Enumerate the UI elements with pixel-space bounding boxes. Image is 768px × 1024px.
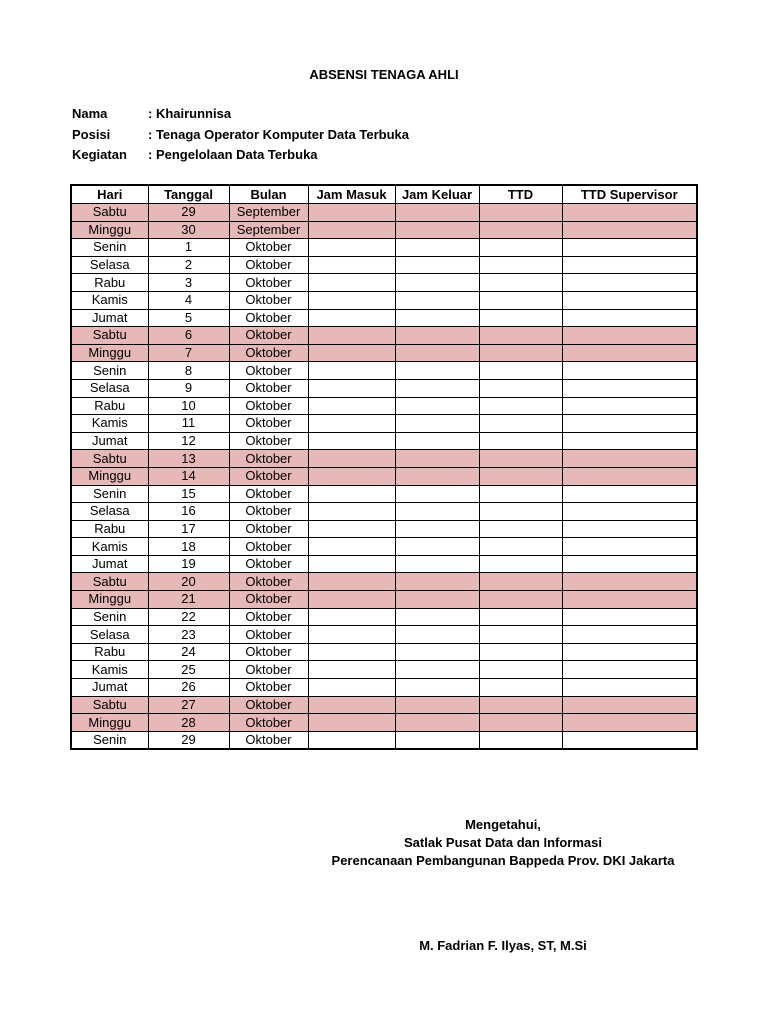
cell-hari: Selasa <box>71 626 148 644</box>
cell-hari: Jumat <box>71 432 148 450</box>
cell-ttd-supervisor[interactable] <box>562 591 697 609</box>
cell-bulan: Oktober <box>229 731 308 749</box>
signature-line-3: Perencanaan Pembangunan Bappeda Prov. DKI Jakarta <box>331 853 675 868</box>
cell-ttd-supervisor[interactable] <box>562 344 697 362</box>
cell-tanggal: 26 <box>148 679 229 697</box>
cell-tanggal: 2 <box>148 256 229 274</box>
cell-jam-masuk[interactable] <box>308 204 395 222</box>
cell-jam-keluar[interactable] <box>395 204 479 222</box>
cell-hari: Selasa <box>71 256 148 274</box>
cell-bulan: Oktober <box>229 309 308 327</box>
cell-ttd[interactable] <box>479 327 562 345</box>
cell-ttd-supervisor[interactable] <box>562 256 697 274</box>
cell-ttd-supervisor[interactable] <box>562 204 697 222</box>
table-row <box>71 309 697 327</box>
cell-hari: Senin <box>71 608 148 626</box>
cell-ttd[interactable] <box>479 679 562 697</box>
table-row <box>71 256 697 274</box>
cell-tanggal: 18 <box>148 538 229 556</box>
cell-jam-masuk[interactable] <box>308 520 395 538</box>
cell-jam-keluar[interactable] <box>395 626 479 644</box>
header-ttd-supervisor: TTD Supervisor <box>562 185 697 204</box>
cell-hari: Jumat <box>71 309 148 327</box>
cell-tanggal: 28 <box>148 714 229 732</box>
table-row <box>71 327 697 345</box>
table-row <box>71 221 697 239</box>
cell-jam-keluar[interactable] <box>395 467 479 485</box>
cell-jam-keluar[interactable] <box>395 362 479 380</box>
cell-jam-keluar[interactable] <box>395 432 479 450</box>
cell-jam-masuk[interactable] <box>308 362 395 380</box>
cell-hari: Selasa <box>71 379 148 397</box>
info-label: Nama <box>72 106 108 121</box>
cell-ttd[interactable] <box>479 538 562 556</box>
cell-bulan: Oktober <box>229 291 308 309</box>
cell-bulan: Oktober <box>229 344 308 362</box>
cell-bulan: September <box>229 204 308 222</box>
cell-tanggal: 27 <box>148 696 229 714</box>
cell-tanggal: 22 <box>148 608 229 626</box>
cell-ttd-supervisor[interactable] <box>562 626 697 644</box>
cell-hari: Senin <box>71 362 148 380</box>
cell-jam-masuk[interactable] <box>308 379 395 397</box>
cell-ttd-supervisor[interactable] <box>562 608 697 626</box>
cell-ttd[interactable] <box>479 397 562 415</box>
signature-line-2: Satlak Pusat Data dan Informasi <box>404 835 602 850</box>
cell-jam-masuk[interactable] <box>308 679 395 697</box>
cell-hari: Kamis <box>71 538 148 556</box>
cell-jam-keluar[interactable] <box>395 520 479 538</box>
cell-jam-keluar[interactable] <box>395 643 479 661</box>
header-hari: Hari <box>71 185 148 204</box>
attendance-table <box>70 184 698 750</box>
cell-jam-keluar[interactable] <box>395 344 479 362</box>
cell-jam-keluar[interactable] <box>395 415 479 433</box>
cell-jam-masuk[interactable] <box>308 415 395 433</box>
cell-jam-masuk[interactable] <box>308 291 395 309</box>
cell-bulan: Oktober <box>229 415 308 433</box>
cell-jam-keluar[interactable] <box>395 679 479 697</box>
cell-jam-masuk[interactable] <box>308 274 395 292</box>
cell-jam-keluar[interactable] <box>395 221 479 239</box>
cell-ttd-supervisor[interactable] <box>562 696 697 714</box>
cell-jam-keluar[interactable] <box>395 379 479 397</box>
header-tanggal: Tanggal <box>148 185 229 204</box>
cell-bulan: Oktober <box>229 643 308 661</box>
table-row <box>71 485 697 503</box>
table-row <box>71 538 697 556</box>
cell-tanggal: 29 <box>148 204 229 222</box>
cell-ttd[interactable] <box>479 485 562 503</box>
cell-hari: Sabtu <box>71 204 148 222</box>
cell-hari: Minggu <box>71 591 148 609</box>
cell-tanggal: 14 <box>148 467 229 485</box>
cell-jam-masuk[interactable] <box>308 626 395 644</box>
cell-ttd[interactable] <box>479 415 562 433</box>
table-row <box>71 714 697 732</box>
info-row-kegiatan <box>72 145 409 166</box>
cell-bulan: Oktober <box>229 573 308 591</box>
table-row <box>71 608 697 626</box>
info-row-posisi <box>72 125 409 146</box>
cell-ttd-supervisor[interactable] <box>562 239 697 257</box>
cell-tanggal: 30 <box>148 221 229 239</box>
cell-jam-keluar[interactable] <box>395 503 479 521</box>
cell-tanggal: 8 <box>148 362 229 380</box>
cell-ttd[interactable] <box>479 731 562 749</box>
cell-jam-keluar[interactable] <box>395 573 479 591</box>
cell-ttd-supervisor[interactable] <box>562 291 697 309</box>
cell-tanggal: 5 <box>148 309 229 327</box>
cell-ttd-supervisor[interactable] <box>562 397 697 415</box>
cell-bulan: Oktober <box>229 397 308 415</box>
cell-tanggal: 11 <box>148 415 229 433</box>
table-row <box>71 204 697 222</box>
cell-tanggal: 9 <box>148 379 229 397</box>
cell-jam-keluar[interactable] <box>395 731 479 749</box>
document-title: ABSENSI TENAGA AHLI <box>309 67 459 82</box>
cell-bulan: Oktober <box>229 538 308 556</box>
cell-bulan: Oktober <box>229 696 308 714</box>
cell-ttd[interactable] <box>479 626 562 644</box>
cell-jam-masuk[interactable] <box>308 221 395 239</box>
info-label: Posisi <box>72 126 111 142</box>
cell-ttd[interactable] <box>479 274 562 292</box>
header-ttd: TTD <box>479 185 562 204</box>
cell-hari: Jumat <box>71 679 148 697</box>
cell-ttd[interactable] <box>479 450 562 468</box>
cell-hari: Rabu <box>71 520 148 538</box>
cell-ttd-supervisor[interactable] <box>562 485 697 503</box>
cell-jam-masuk[interactable] <box>308 256 395 274</box>
cell-hari: Senin <box>71 731 148 749</box>
table-header-row <box>71 185 697 204</box>
header-bulan: Bulan <box>229 185 308 204</box>
cell-tanggal: 25 <box>148 661 229 679</box>
cell-ttd-supervisor[interactable] <box>562 520 697 538</box>
cell-hari: Minggu <box>71 221 148 239</box>
cell-ttd-supervisor[interactable] <box>562 731 697 749</box>
signature-block <box>300 816 706 870</box>
cell-jam-keluar[interactable] <box>395 696 479 714</box>
cell-ttd-supervisor[interactable] <box>562 221 697 239</box>
cell-bulan: Oktober <box>229 661 308 679</box>
cell-hari: Sabtu <box>71 696 148 714</box>
cell-ttd-supervisor[interactable] <box>562 432 697 450</box>
cell-tanggal: 29 <box>148 731 229 749</box>
cell-bulan: Oktober <box>229 274 308 292</box>
cell-jam-masuk[interactable] <box>308 555 395 573</box>
cell-ttd[interactable] <box>479 221 562 239</box>
cell-ttd[interactable] <box>479 591 562 609</box>
cell-bulan: Oktober <box>229 450 308 468</box>
cell-ttd-supervisor[interactable] <box>562 555 697 573</box>
header-jam-masuk: Jam Masuk <box>308 185 395 204</box>
table-row <box>71 450 697 468</box>
cell-tanggal: 7 <box>148 344 229 362</box>
table-row <box>71 573 697 591</box>
cell-bulan: Oktober <box>229 379 308 397</box>
cell-jam-masuk[interactable] <box>308 573 395 591</box>
cell-jam-masuk[interactable] <box>308 327 395 345</box>
cell-ttd[interactable] <box>479 344 562 362</box>
cell-ttd-supervisor[interactable] <box>562 379 697 397</box>
cell-ttd[interactable] <box>479 661 562 679</box>
cell-bulan: Oktober <box>229 679 308 697</box>
table-row <box>71 291 697 309</box>
cell-ttd-supervisor[interactable] <box>562 538 697 556</box>
cell-jam-masuk[interactable] <box>308 643 395 661</box>
cell-tanggal: 24 <box>148 643 229 661</box>
table-row <box>71 661 697 679</box>
cell-jam-masuk[interactable] <box>308 344 395 362</box>
cell-jam-keluar[interactable] <box>395 327 479 345</box>
cell-jam-keluar[interactable] <box>395 538 479 556</box>
cell-bulan: Oktober <box>229 432 308 450</box>
cell-jam-masuk[interactable] <box>308 714 395 732</box>
cell-ttd-supervisor[interactable] <box>562 661 697 679</box>
cell-ttd-supervisor[interactable] <box>562 467 697 485</box>
cell-bulan: Oktober <box>229 485 308 503</box>
cell-tanggal: 19 <box>148 555 229 573</box>
cell-bulan: Oktober <box>229 467 308 485</box>
cell-ttd[interactable] <box>479 256 562 274</box>
table-row <box>71 467 697 485</box>
cell-ttd-supervisor[interactable] <box>562 714 697 732</box>
cell-bulan: Oktober <box>229 362 308 380</box>
cell-ttd[interactable] <box>479 362 562 380</box>
cell-ttd[interactable] <box>479 291 562 309</box>
cell-bulan: Oktober <box>229 591 308 609</box>
cell-jam-masuk[interactable] <box>308 696 395 714</box>
cell-jam-masuk[interactable] <box>308 538 395 556</box>
cell-hari: Kamis <box>71 661 148 679</box>
cell-hari: Kamis <box>71 291 148 309</box>
cell-bulan: Oktober <box>229 239 308 257</box>
info-value: : Pengelolaan Data Terbuka <box>148 147 318 162</box>
cell-jam-keluar[interactable] <box>395 309 479 327</box>
cell-bulan: Oktober <box>229 256 308 274</box>
cell-ttd-supervisor[interactable] <box>562 362 697 380</box>
cell-tanggal: 13 <box>148 450 229 468</box>
cell-tanggal: 6 <box>148 327 229 345</box>
cell-jam-masuk[interactable] <box>308 432 395 450</box>
table-row <box>71 379 697 397</box>
cell-jam-masuk[interactable] <box>308 608 395 626</box>
cell-jam-keluar[interactable] <box>395 661 479 679</box>
signatory-name-text: M. Fadrian F. Ilyas, ST, M.Si <box>419 938 587 953</box>
table-row <box>71 239 697 257</box>
cell-hari: Minggu <box>71 714 148 732</box>
cell-ttd-supervisor[interactable] <box>562 327 697 345</box>
cell-ttd-supervisor[interactable] <box>562 679 697 697</box>
cell-bulan: Oktober <box>229 520 308 538</box>
cell-tanggal: 1 <box>148 239 229 257</box>
cell-tanggal: 3 <box>148 274 229 292</box>
table-row <box>71 415 697 433</box>
cell-tanggal: 20 <box>148 573 229 591</box>
cell-ttd-supervisor[interactable] <box>562 450 697 468</box>
cell-tanggal: 4 <box>148 291 229 309</box>
cell-ttd[interactable] <box>479 573 562 591</box>
cell-tanggal: 21 <box>148 591 229 609</box>
cell-ttd[interactable] <box>479 379 562 397</box>
cell-hari: Selasa <box>71 503 148 521</box>
cell-jam-masuk[interactable] <box>308 661 395 679</box>
cell-ttd-supervisor[interactable] <box>562 643 697 661</box>
cell-jam-masuk[interactable] <box>308 591 395 609</box>
table-row <box>71 591 697 609</box>
cell-jam-keluar[interactable] <box>395 239 479 257</box>
cell-jam-keluar[interactable] <box>395 397 479 415</box>
signatory-name <box>300 937 706 955</box>
cell-hari: Minggu <box>71 467 148 485</box>
cell-tanggal: 12 <box>148 432 229 450</box>
info-value: : Tenaga Operator Komputer Data Terbuka <box>148 126 410 142</box>
cell-ttd[interactable] <box>479 204 562 222</box>
cell-tanggal: 16 <box>148 503 229 521</box>
cell-ttd[interactable] <box>479 696 562 714</box>
cell-ttd-supervisor[interactable] <box>562 503 697 521</box>
table-row <box>71 679 697 697</box>
cell-hari: Kamis <box>71 415 148 433</box>
cell-ttd-supervisor[interactable] <box>562 573 697 591</box>
cell-bulan: Oktober <box>229 555 308 573</box>
cell-ttd[interactable] <box>479 309 562 327</box>
cell-ttd[interactable] <box>479 555 562 573</box>
table-row <box>71 696 697 714</box>
info-row-nama <box>72 104 409 125</box>
cell-hari: Sabtu <box>71 327 148 345</box>
cell-jam-masuk[interactable] <box>308 239 395 257</box>
cell-jam-keluar[interactable] <box>395 256 479 274</box>
table-row <box>71 397 697 415</box>
cell-jam-masuk[interactable] <box>308 450 395 468</box>
cell-bulan: Oktober <box>229 714 308 732</box>
cell-jam-keluar[interactable] <box>395 608 479 626</box>
table-row <box>71 555 697 573</box>
table-row <box>71 344 697 362</box>
cell-ttd[interactable] <box>479 239 562 257</box>
table-row <box>71 503 697 521</box>
cell-ttd[interactable] <box>479 608 562 626</box>
cell-jam-keluar[interactable] <box>395 450 479 468</box>
cell-ttd[interactable] <box>479 714 562 732</box>
table-row <box>71 362 697 380</box>
cell-ttd[interactable] <box>479 520 562 538</box>
cell-hari: Senin <box>71 239 148 257</box>
cell-jam-masuk[interactable] <box>308 397 395 415</box>
cell-jam-masuk[interactable] <box>308 309 395 327</box>
cell-hari: Rabu <box>71 274 148 292</box>
table-row <box>71 274 697 292</box>
cell-jam-masuk[interactable] <box>308 485 395 503</box>
table-row <box>71 643 697 661</box>
cell-bulan: Oktober <box>229 626 308 644</box>
cell-hari: Jumat <box>71 555 148 573</box>
cell-jam-masuk[interactable] <box>308 503 395 521</box>
cell-jam-keluar[interactable] <box>395 714 479 732</box>
cell-ttd[interactable] <box>479 467 562 485</box>
cell-jam-keluar[interactable] <box>395 591 479 609</box>
employee-info <box>72 104 409 166</box>
cell-ttd-supervisor[interactable] <box>562 309 697 327</box>
cell-bulan: Oktober <box>229 327 308 345</box>
cell-hari: Sabtu <box>71 450 148 468</box>
cell-jam-keluar[interactable] <box>395 485 479 503</box>
cell-ttd-supervisor[interactable] <box>562 415 697 433</box>
cell-jam-masuk[interactable] <box>308 731 395 749</box>
cell-tanggal: 10 <box>148 397 229 415</box>
cell-ttd[interactable] <box>479 643 562 661</box>
cell-hari: Sabtu <box>71 573 148 591</box>
cell-jam-masuk[interactable] <box>308 467 395 485</box>
cell-bulan: Oktober <box>229 503 308 521</box>
cell-jam-keluar[interactable] <box>395 555 479 573</box>
table-row <box>71 432 697 450</box>
cell-tanggal: 15 <box>148 485 229 503</box>
table-row <box>71 626 697 644</box>
cell-tanggal: 17 <box>148 520 229 538</box>
signature-line-1: Mengetahui, <box>465 817 541 832</box>
cell-jam-keluar[interactable] <box>395 274 479 292</box>
cell-ttd[interactable] <box>479 503 562 521</box>
info-value: : Khairunnisa <box>148 106 232 121</box>
cell-hari: Senin <box>71 485 148 503</box>
info-label: Kegiatan <box>72 147 127 162</box>
cell-hari: Rabu <box>71 643 148 661</box>
cell-ttd[interactable] <box>479 432 562 450</box>
cell-ttd-supervisor[interactable] <box>562 274 697 292</box>
table-row <box>71 731 697 749</box>
cell-hari: Minggu <box>71 344 148 362</box>
cell-bulan: Oktober <box>229 608 308 626</box>
cell-jam-keluar[interactable] <box>395 291 479 309</box>
table-row <box>71 520 697 538</box>
cell-bulan: September <box>229 221 308 239</box>
header-jam-keluar: Jam Keluar <box>395 185 479 204</box>
cell-tanggal: 23 <box>148 626 229 644</box>
table-body <box>71 204 697 750</box>
cell-hari: Rabu <box>71 397 148 415</box>
